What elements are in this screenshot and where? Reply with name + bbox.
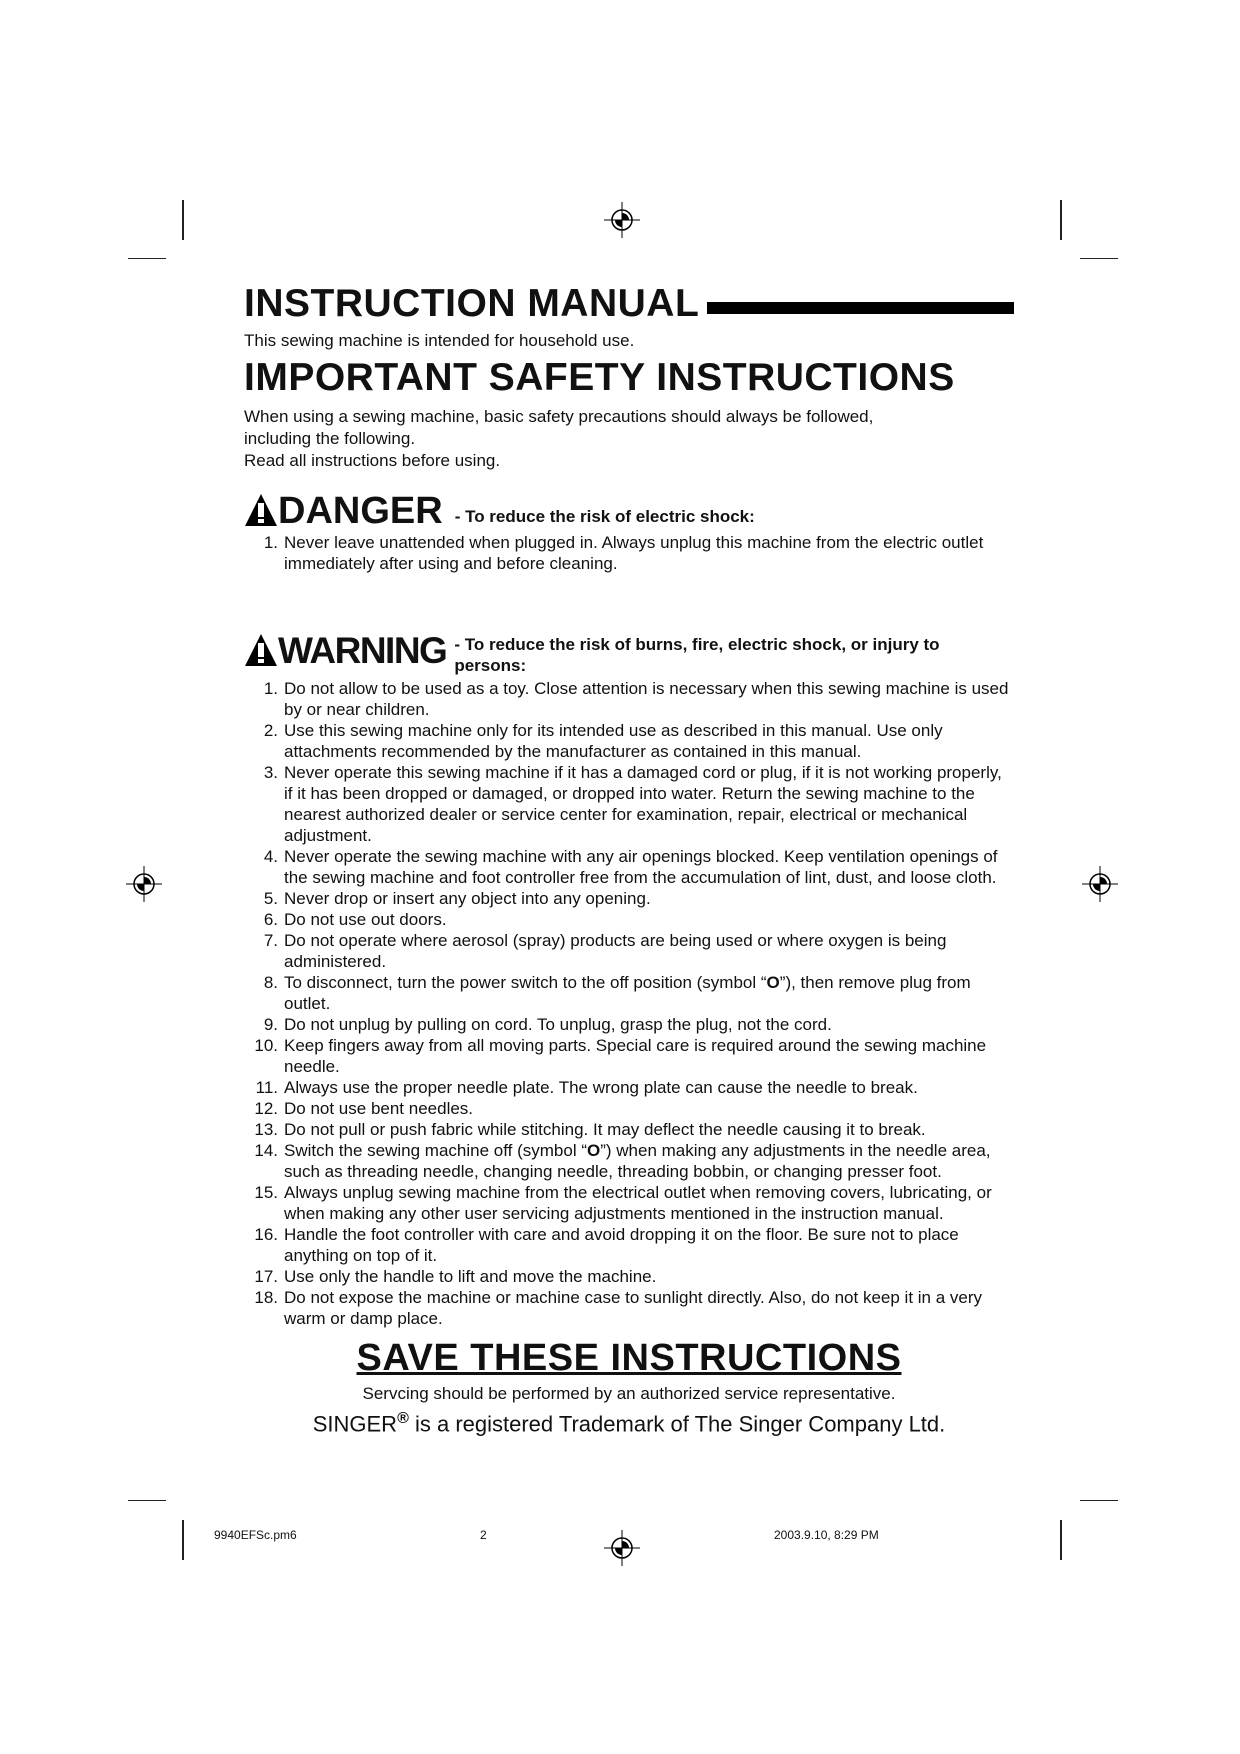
crop-mark: [1080, 258, 1118, 259]
household-note: This sewing machine is intended for household use.: [244, 331, 635, 350]
danger-header: [244, 492, 1014, 530]
crop-mark: [1060, 200, 1062, 240]
item-text: Do not operate where aerosol (spray) products are being used or where oxygen is being administered.: [284, 931, 947, 971]
list-item: [244, 930, 1014, 972]
crop-mark: [1080, 1500, 1118, 1501]
list-item: [244, 720, 1014, 762]
item-text: Use this sewing machine only for its intended use as described in this manual. Use only attachments recommended by the manufacturer as contained in this manual.: [284, 721, 943, 761]
safety-intro: [244, 406, 1014, 472]
warning-label: WARNING: [278, 630, 447, 671]
danger-label: DANGER: [278, 490, 443, 532]
item-text: [284, 1140, 1014, 1182]
trademark-text: is a registered Trademark of The Singer Company Ltd.: [408, 1411, 946, 1437]
danger-list: [244, 532, 1014, 574]
item-text-part: To disconnect, turn the power switch to the off position (symbol “: [284, 973, 767, 992]
item-number: 4.: [263, 847, 278, 866]
item-number: 14.: [254, 1141, 278, 1160]
item-text: Use only the handle to lift and move the machine.: [284, 1267, 657, 1286]
registration-target-icon: [604, 1530, 640, 1566]
list-item: [244, 1098, 1014, 1119]
item-text: Never drop or insert any object into any opening.: [284, 889, 651, 908]
footer-page-number: 2: [480, 1528, 487, 1542]
list-item: [244, 1119, 1014, 1140]
page-content: [244, 282, 1014, 1438]
item-text: Never leave unattended when plugged in. Always unplug this machine from the electric outlet immediately after using and before cleaning.: [284, 533, 984, 573]
crop-mark: [1060, 1520, 1062, 1560]
item-number: 2.: [263, 721, 278, 740]
item-text: Do not use out doors.: [284, 910, 447, 929]
list-item: [244, 532, 1014, 574]
item-number: 8.: [263, 973, 278, 992]
servicing-note: Servcing should be performed by an authorized service representative.: [362, 1384, 896, 1403]
list-item: [244, 1287, 1014, 1329]
crop-mark: [182, 1520, 184, 1560]
list-item: [244, 1035, 1014, 1077]
page-title: INSTRUCTION MANUAL: [244, 282, 700, 325]
intro-line: Read all instructions before using.: [244, 451, 501, 470]
warning-note: - To reduce the risk of burns, fire, electric shock, or injury to persons:: [454, 635, 940, 675]
item-text-part: ”) when making any adjustments in the needle area, such as threading needle, changing needle, threading bobbin, or changing presser foot.: [284, 1141, 991, 1181]
safety-heading: IMPORTANT SAFETY INSTRUCTIONS: [244, 356, 955, 399]
list-item: [244, 846, 1014, 888]
item-text: Handle the foot controller with care and avoid dropping it on the floor. Be sure not to place anything on top of it.: [284, 1225, 959, 1265]
list-item: [244, 888, 1014, 909]
item-text: Do not use bent needles.: [284, 1099, 474, 1118]
intro-line: including the following.: [244, 429, 416, 448]
item-number: 18.: [254, 1288, 278, 1307]
item-text: Never operate this sewing machine if it has a damaged cord or plug, if it is not working properly, if it has been dropped or damaged, or dropped into water. Return the sewing machine to the nearest authorized dealer or service center for examination, repair, electrical or mechanical adjustment.: [284, 763, 1002, 845]
list-item: [244, 972, 1014, 1014]
title-row: [244, 282, 1014, 326]
item-number: 12.: [254, 1099, 278, 1118]
registered-mark: ®: [397, 1410, 409, 1427]
registration-target-icon: [126, 866, 162, 902]
item-text: Never operate the sewing machine with any air openings blocked. Keep ventilation openings of the sewing machine and foot controller free from the accumulation of lint, dust, and loose cloth.: [284, 847, 998, 887]
item-text: Do not pull or push fabric while stitching. It may deflect the needle causing it to break.: [284, 1120, 926, 1139]
item-text-part: ”), then remove plug from outlet.: [284, 973, 971, 1013]
warning-triangle-icon: [244, 632, 278, 668]
crop-mark: [182, 200, 184, 240]
warning-triangle-icon: [244, 492, 278, 528]
list-item: [244, 909, 1014, 930]
footer-filename: 9940EFSc.pm6: [214, 1528, 297, 1542]
list-item: [244, 1224, 1014, 1266]
intro-line: When using a sewing machine, basic safety precautions should always be followed,: [244, 407, 874, 426]
item-number: 9.: [263, 1015, 278, 1034]
item-text: Do not unplug by pulling on cord. To unplug, grasp the plug, not the cord.: [284, 1015, 832, 1034]
list-item: [244, 762, 1014, 846]
item-text: Do not expose the machine or machine case to sunlight directly. Also, do not keep it in a very warm or damp place.: [284, 1288, 983, 1328]
item-text-part: Switch the sewing machine off (symbol “: [284, 1141, 587, 1160]
registration-target-icon: [1082, 866, 1118, 902]
item-text: Always unplug sewing machine from the electrical outlet when removing covers, lubricating, or when making any other user servicing adjustments mentioned in the instruction manual.: [284, 1183, 992, 1223]
item-number: 5.: [263, 889, 278, 908]
list-item: [244, 1077, 1014, 1098]
item-number: 6.: [263, 910, 278, 929]
trademark-note: [244, 1405, 1014, 1438]
title-rule: [707, 302, 1014, 314]
list-item: [244, 1140, 1014, 1182]
item-number: 16.: [254, 1225, 278, 1244]
item-number: 13.: [254, 1120, 278, 1139]
item-text: [284, 972, 1014, 1014]
item-number: 1.: [263, 679, 278, 698]
item-text: Always use the proper needle plate. The wrong plate can cause the needle to break.: [284, 1078, 918, 1097]
crop-mark: [128, 258, 166, 259]
item-number: 11.: [255, 1078, 278, 1097]
item-text: Do not allow to be used as a toy. Close attention is necessary when this sewing machine is used by or near children.: [284, 679, 1009, 719]
brand-name: SINGER: [312, 1411, 398, 1437]
off-symbol: O: [766, 973, 780, 992]
item-number: 7.: [263, 931, 278, 950]
item-number: 3.: [263, 763, 278, 782]
item-text: Keep fingers away from all moving parts. Special care is required around the sewing machine needle.: [284, 1036, 987, 1076]
off-symbol: O: [586, 1141, 601, 1160]
crop-mark: [128, 1500, 166, 1501]
list-item: [244, 1182, 1014, 1224]
item-number: 17.: [254, 1267, 278, 1286]
list-item: [244, 1266, 1014, 1287]
footer-timestamp: 2003.9.10, 8:29 PM: [774, 1528, 879, 1542]
save-instructions-heading: SAVE THESE INSTRUCTIONS: [356, 1337, 902, 1379]
warning-header: [244, 632, 1014, 676]
registration-target-icon: [604, 202, 640, 238]
warning-list: [244, 678, 1014, 1329]
item-number: 10.: [254, 1036, 278, 1055]
list-item: [244, 1014, 1014, 1035]
item-number: 1.: [263, 533, 278, 552]
item-number: 15.: [254, 1183, 278, 1202]
list-item: [244, 678, 1014, 720]
danger-note: - To reduce the risk of electric shock:: [454, 507, 755, 526]
